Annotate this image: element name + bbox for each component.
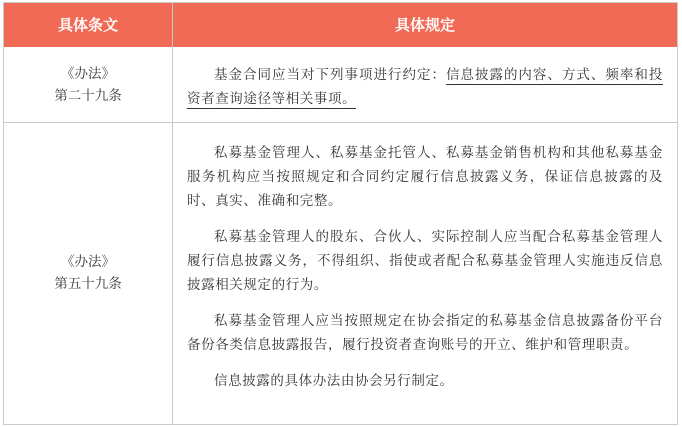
- row-divider: [4, 122, 677, 123]
- row2-paragraph-2: 私募基金管理人的股东、合伙人、实际控制人应当配合私募基金管理人履行信息披露义务，不得组织、指使或者配合私募基金管理人实施违反信息披露相关规定的行为。: [187, 229, 663, 293]
- row2-paragraph-1: 私募基金管理人、私募基金托管人、私募基金销售机构和其他私募基金服务机构应当按照规定和合同约定履行信息披露义务，保证信息披露的及时、真实、准确和完整。: [187, 145, 663, 209]
- table-header: [4, 3, 677, 47]
- header-provision: 具体规定: [394, 16, 455, 34]
- header-article: 具体条文: [57, 16, 118, 34]
- row1-article-number: 第二十九条: [54, 88, 122, 104]
- row1-provision: [187, 63, 663, 111]
- row2-article-source: 《办法》: [61, 254, 115, 270]
- regulation-table: [3, 2, 678, 425]
- row1-article: [4, 63, 172, 107]
- row2-article-number: 第五十九条: [54, 276, 122, 292]
- row2-paragraph-4: 信息披露的具体办法由协会另行制定。: [214, 373, 454, 389]
- row1-paragraph: [187, 63, 663, 111]
- column-divider: [172, 3, 173, 424]
- row2-article: [4, 251, 172, 295]
- row1-article-source: 《办法》: [61, 66, 115, 82]
- row2-provision: [187, 141, 663, 393]
- row2-paragraph-3: 私募基金管理人应当按照规定在协会指定的私募基金信息披露备份平台备份各类信息披露报告，履行投资者查询账号的开立、维护和管理职责。: [187, 313, 663, 353]
- row1-underlined-text: 信息披露的内容、方式、频率和投资者查询途径等相关事项。: [187, 67, 664, 107]
- row1-plain-text: 基金合同应当对下列事项进行约定：: [214, 67, 446, 83]
